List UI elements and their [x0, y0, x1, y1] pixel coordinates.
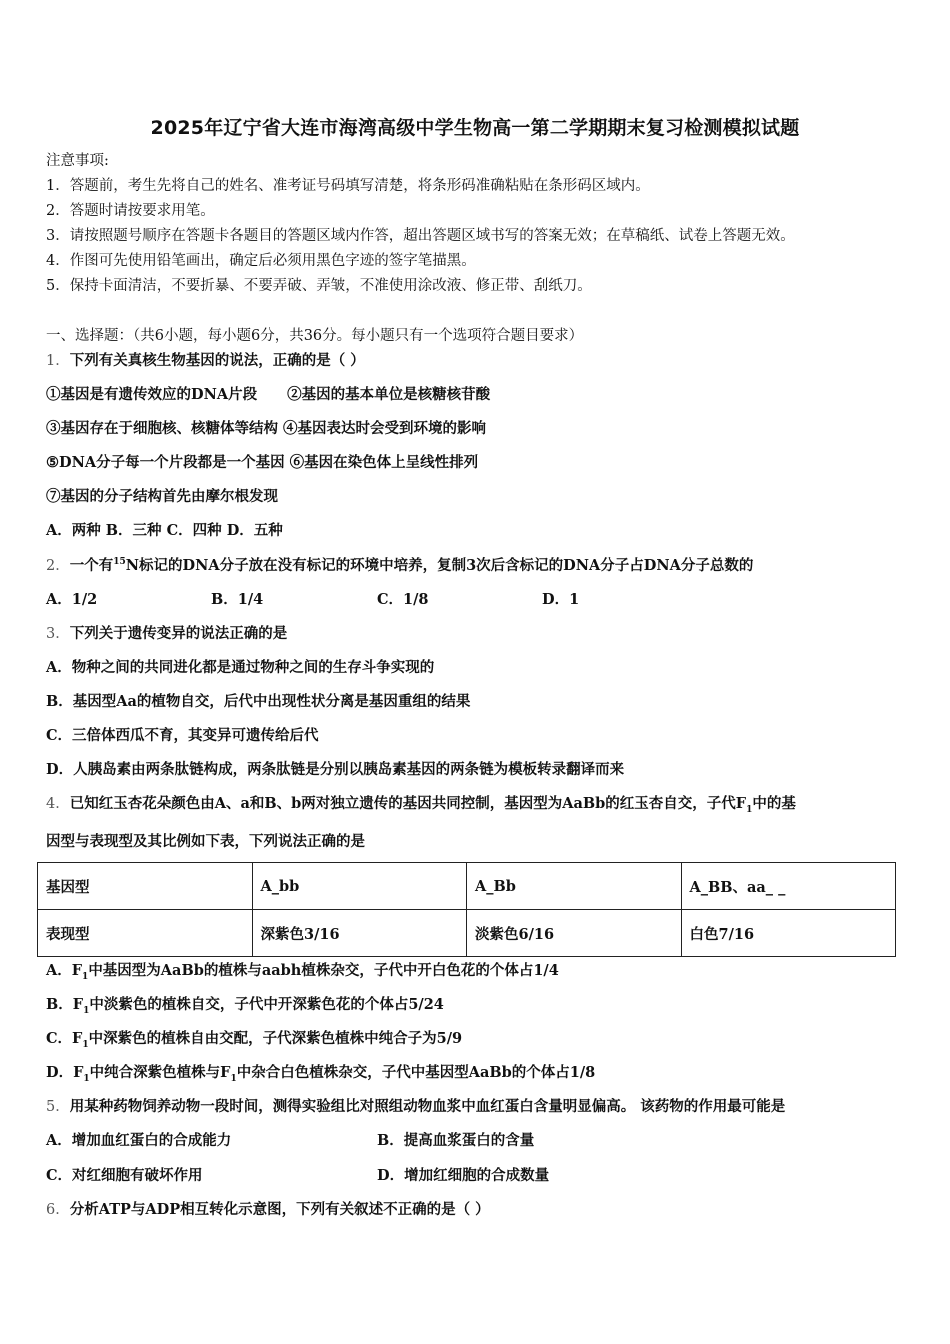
question-number: 3． — [46, 626, 70, 642]
notice-item-5: 5．保持卡面清洁，不要折暴、不要弄破、弄皱，不准使用涂改液、修正带、刮纸刀。 — [46, 278, 592, 294]
section-heading: 一、选择题：（共6小题，每小题6分，共36分。每小题只有一个选项符合题目要求） — [46, 328, 584, 344]
question-text: 下列关于遗传变异的说法正确的是 — [69, 625, 288, 642]
q1-statement-3: ⑤DNA分子每一个片段都是一个基因 ⑥基因在染色体上呈线性排列 — [46, 454, 479, 471]
question-4-stem-line1 — [46, 794, 796, 814]
subscript: 1 — [230, 1073, 237, 1084]
q5-option-c: C．对红细胞有破坏作用 — [46, 1167, 203, 1184]
q4-option-b — [46, 995, 444, 1015]
statement: ①基因是有遗传效应的DNA片段 — [46, 386, 258, 403]
question-text: 已知红玉杏花朵颜色由A、a和B、b两对独立遗传的基因共同控制，基因型为AaBb的红玉杏自交，子代F — [69, 795, 747, 812]
question-number: 5． — [46, 1099, 70, 1115]
notice-item-1: 1．答题前，考生先将自己的姓名、准考证号码填写清楚，将条形码准确粘贴在条形码区域内。 — [46, 178, 650, 194]
subscript: 1 — [82, 971, 89, 982]
option-text: 中深紫色的植株自由交配，子代深紫色植株中纯合子为5/9 — [88, 1030, 463, 1047]
option-text: A．F — [46, 962, 83, 979]
q1-options: A．两种 B．三种 C．四种 D．五种 — [46, 522, 283, 539]
question-number: 4． — [46, 796, 70, 812]
table-cell: 深紫色3/16 — [252, 910, 467, 957]
question-2-stem — [46, 556, 753, 576]
q1-statement-1 — [46, 385, 490, 405]
question-text: 中的基 — [752, 795, 796, 812]
option-text: 中杂合白色植株杂交，子代中基因型AaBb的个体占1/8 — [236, 1064, 596, 1081]
q3-option-a: A．物种之间的共同进化都是通过物种之间的生存斗争实现的 — [46, 659, 435, 676]
q5-option-a: A．增加血红蛋白的合成能力 — [46, 1132, 232, 1149]
question-6-stem — [46, 1200, 490, 1220]
table-cell: 淡紫色6/16 — [467, 910, 682, 957]
question-5-stem — [46, 1097, 785, 1117]
question-4-stem-line2: 因型与表现型及其比例如下表，下列说法正确的是 — [46, 833, 365, 850]
question-3-stem — [46, 624, 287, 644]
q2-option-b: B．1/4 — [211, 591, 264, 608]
question-text: 用某种药物饲养动物一段时间，测得实验组比对照组动物血浆中血红蛋白含量明显偏高。 该药物的作用最可能是 — [69, 1098, 786, 1115]
option-text: 中纯合深紫色植株与F — [89, 1064, 231, 1081]
genotype-table — [37, 862, 896, 957]
option-text: 中基因型为AaBb的植株与aabh植株杂交，子代中开白色花的个体占1/4 — [88, 962, 559, 979]
q5-option-d: D．增加红细胞的合成数量 — [377, 1167, 550, 1184]
q4-option-d — [46, 1063, 595, 1083]
q2-option-a: A．1/2 — [46, 591, 98, 608]
page-title: 2025年辽宁省大连市海湾高级中学生物高一第二学期期末复习检测模拟试题 — [150, 117, 800, 139]
option-text: C．F — [46, 1030, 83, 1047]
subscript: 1 — [746, 804, 753, 815]
option-text: B．F — [46, 996, 84, 1013]
q3-option-b: B．基因型Aa的植物自交，后代中出现性状分离是基因重组的结果 — [46, 693, 471, 710]
q2-option-c: C．1/8 — [377, 591, 429, 608]
question-text: 一个有 — [69, 557, 114, 574]
table-cell: 表现型 — [38, 910, 253, 957]
question-number: 2． — [46, 558, 70, 574]
question-text: N标记的DNA分子放在没有标记的环境中培养，复制3次后含标记的DNA分子占DNA分子总数的 — [125, 557, 754, 574]
notice-item-4: 4．作图可先使用铅笔画出，确定后必须用黑色字迹的签字笔描黑。 — [46, 253, 476, 269]
question-text: 分析ATP与ADP相互转化示意图，下列有关叙述不正确的是（ ） — [69, 1201, 490, 1218]
statement: ②基因的基本单位是核糖核苷酸 — [287, 386, 491, 403]
notice-item-3: 3．请按照题号顺序在答题卡各题目的答题区域内作答，超出答题区域书写的答案无效；在草稿纸、试卷上答题无效。 — [46, 228, 795, 244]
option-text: 中淡紫色的植株自交，子代中开深紫色花的个体占5/24 — [89, 996, 444, 1013]
q3-option-d: D．人胰岛素由两条肽链构成，两条肽链是分别以胰岛素基因的两条链为模板转录翻译而来 — [46, 761, 625, 778]
question-text: 下列有关真核生物基因的说法，正确的是（ ） — [69, 352, 365, 369]
q1-statement-4: ⑦基因的分子结构首先由摩尔根发现 — [46, 488, 278, 505]
q3-option-c: C．三倍体西瓜不育，其变异可遗传给后代 — [46, 727, 319, 744]
option-text: D．F — [46, 1064, 84, 1081]
question-number: 1． — [46, 353, 70, 369]
table-cell: A_bb — [252, 863, 467, 910]
notice-item-2: 2．答题时请按要求用笔。 — [46, 203, 215, 219]
isotope-superscript: 15 — [113, 557, 126, 568]
q4-option-c — [46, 1029, 462, 1049]
subscript: 1 — [82, 1039, 89, 1050]
notice-heading: 注意事项: — [46, 153, 109, 169]
q5-option-b: B．提高血浆蛋白的含量 — [377, 1132, 535, 1149]
q1-statement-2: ③基因存在于细胞核、核糖体等结构 ④基因表达时会受到环境的影响 — [46, 420, 487, 437]
q4-option-a — [46, 961, 559, 981]
question-number: 6． — [46, 1202, 70, 1218]
question-1-stem — [46, 351, 365, 371]
q2-option-d: D．1 — [542, 591, 580, 608]
table-cell: A_Bb — [467, 863, 682, 910]
subscript: 1 — [83, 1073, 90, 1084]
table-cell: 白色7/16 — [681, 910, 896, 957]
table-cell: 基因型 — [38, 863, 253, 910]
subscript: 1 — [83, 1005, 90, 1016]
table-row — [38, 910, 896, 957]
table-cell: A_BB、aa_ _ — [681, 863, 896, 910]
table-row — [38, 863, 896, 910]
